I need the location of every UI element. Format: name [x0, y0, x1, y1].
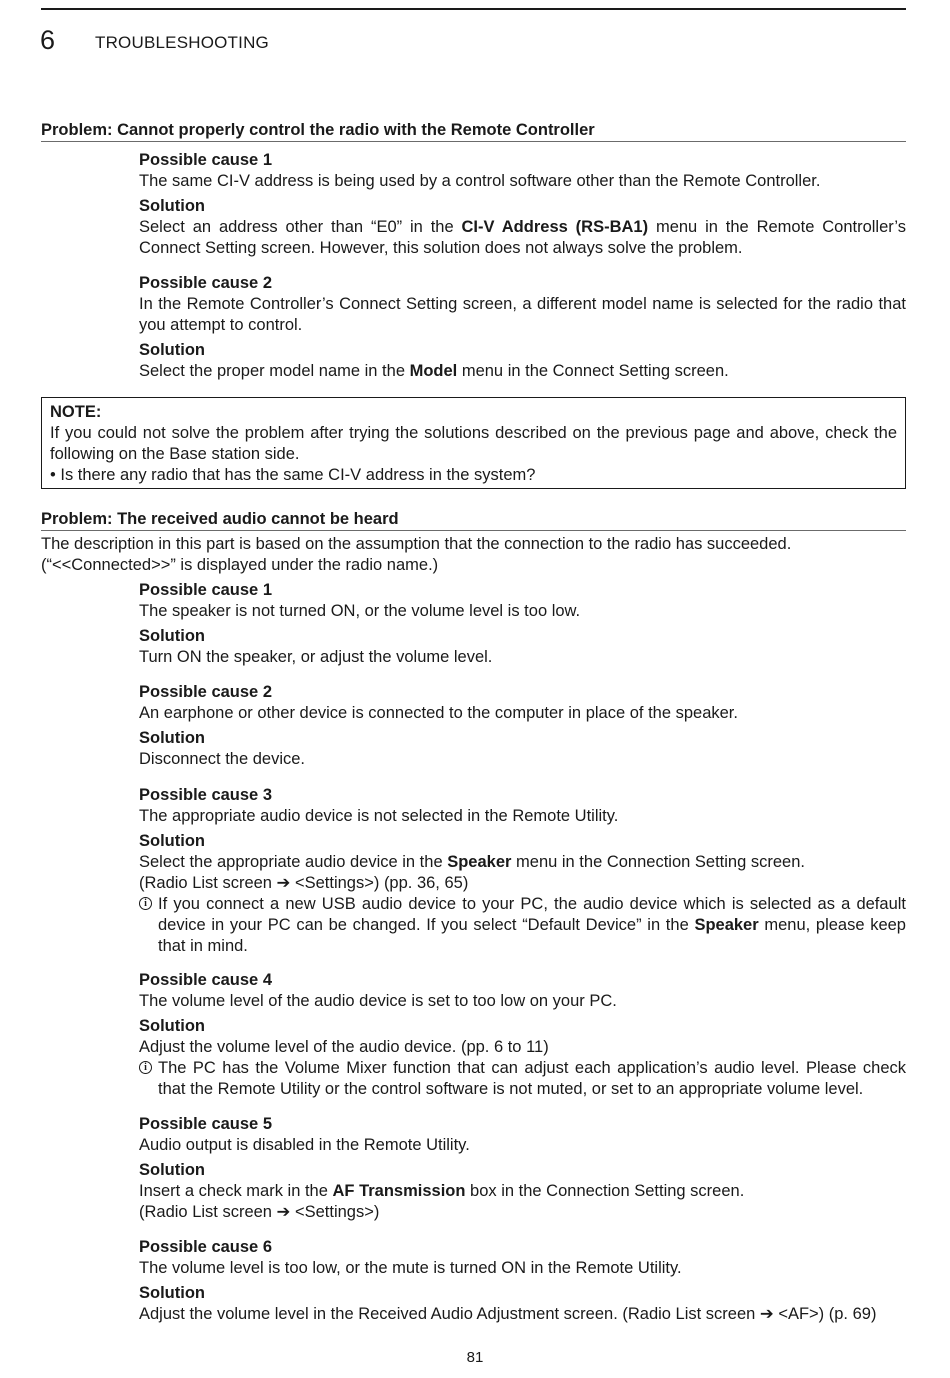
- info-note: i If you connect a new USB audio device to your PC, the audio device which is selected as a default device in your PC can be changed. If you select “Default Device” in the Speaker menu, please keep that in mind.: [139, 894, 906, 957]
- cause-text: The speaker is not turned ON, or the volume level is too low.: [139, 602, 581, 620]
- solution-label: Solution: [139, 341, 205, 359]
- problem-1-cause-1: [139, 150, 906, 259]
- note-text: If you could not solve the problem after trying the solutions described on the previous page and above, check the following on the Base station side.: [50, 424, 897, 463]
- solution-text: Select an address other than “E0” in the CI-V Address (RS-BA1) menu in the Remote Controller’s Connect Setting screen. However, this solution does not always solve the problem.: [139, 218, 906, 257]
- top-rule: [41, 8, 906, 10]
- solution-label: Solution: [139, 1017, 205, 1035]
- cause-label: Possible cause 2: [139, 683, 272, 701]
- note-box: [41, 397, 906, 489]
- solution-text: Select the proper model name in the Model menu in the Connect Setting screen.: [139, 362, 729, 380]
- cause-label: Possible cause 3: [139, 786, 272, 804]
- cause-text: The volume level of the audio device is set to too low on your PC.: [139, 992, 617, 1010]
- cause-text: Audio output is disabled in the Remote Utility.: [139, 1136, 470, 1154]
- menu-name: Speaker: [447, 853, 512, 871]
- solution-label: Solution: [139, 197, 205, 215]
- problem-1-heading: Problem: Cannot properly control the radio with the Remote Controller: [41, 120, 906, 142]
- solution-label: Solution: [139, 627, 205, 645]
- solution-text: Adjust the volume level in the Received Audio Adjustment screen. (Radio List screen ➔ <AF>) (p. 69): [139, 1305, 877, 1323]
- problem-2-cause-3: [139, 785, 906, 957]
- reference-text: (Radio List screen ➔ <Settings>): [139, 1203, 380, 1221]
- cause-text: The volume level is too low, or the mute is turned ON in the Remote Utility.: [139, 1259, 682, 1277]
- solution-label: Solution: [139, 1161, 205, 1179]
- cause-label: Possible cause 1: [139, 151, 272, 169]
- problem-2-cause-5: [139, 1114, 906, 1223]
- solution-text: Insert a check mark in the AF Transmission box in the Connection Setting screen.: [139, 1182, 745, 1200]
- cause-label: Possible cause 2: [139, 274, 272, 292]
- cause-text: The same CI-V address is being used by a control software other than the Remote Controller.: [139, 172, 821, 190]
- problem-2-intro: [41, 534, 906, 576]
- solution-text: Adjust the volume level of the audio device. (pp. 6 to 11): [139, 1038, 549, 1056]
- intro-text: The description in this part is based on the assumption that the connection to the radio has succeeded. (“<<Connected>>” is displayed under the radio name.): [41, 535, 792, 574]
- option-name: AF Transmission: [332, 1182, 466, 1200]
- menu-name: Model: [409, 362, 458, 380]
- menu-name: CI-V Address (RS-BA1): [461, 218, 649, 236]
- note-title: NOTE:: [50, 403, 102, 421]
- solution-text: Turn ON the speaker, or adjust the volume level.: [139, 648, 493, 666]
- problem-2-cause-4: [139, 970, 906, 1100]
- note-bullet: • Is there any radio that has the same CI-V address in the system?: [50, 466, 536, 484]
- cause-label: Possible cause 4: [139, 971, 272, 989]
- solution-label: Solution: [139, 1284, 205, 1302]
- info-note: i The PC has the Volume Mixer function that can adjust each application’s audio level. Please check that the Remote Utility or the control software is not muted, or set to an appropriate volume level.: [139, 1058, 906, 1100]
- cause-label: Possible cause 1: [139, 581, 272, 599]
- solution-label: Solution: [139, 832, 205, 850]
- menu-name: Speaker: [694, 916, 759, 934]
- problem-2-cause-6: [139, 1237, 906, 1325]
- cause-text: The appropriate audio device is not selected in the Remote Utility.: [139, 807, 619, 825]
- solution-text: Select the appropriate audio device in the Speaker menu in the Connection Setting screen.: [139, 853, 805, 871]
- solution-label: Solution: [139, 729, 205, 747]
- chapter-title: TROUBLESHOOTING: [95, 33, 269, 52]
- cause-label: Possible cause 6: [139, 1238, 272, 1256]
- problem-1-cause-2: [139, 273, 906, 382]
- cause-text: In the Remote Controller’s Connect Setting screen, a different model name is selected for the radio that you attempt to control.: [139, 295, 906, 334]
- problem-2-heading: Problem: The received audio cannot be heard: [41, 509, 906, 531]
- solution-text: Disconnect the device.: [139, 750, 306, 768]
- cause-label: Possible cause 5: [139, 1115, 272, 1133]
- page-number: 81: [466, 1349, 484, 1366]
- chapter-number: 6: [40, 25, 56, 55]
- info-icon: i: [139, 1061, 152, 1074]
- problem-2-cause-2: [139, 682, 906, 770]
- info-icon: i: [139, 897, 152, 910]
- problem-2-cause-1: [139, 580, 906, 668]
- cause-text: An earphone or other device is connected to the computer in place of the speaker.: [139, 704, 738, 722]
- reference-text: (Radio List screen ➔ <Settings>) (pp. 36, 65): [139, 874, 469, 892]
